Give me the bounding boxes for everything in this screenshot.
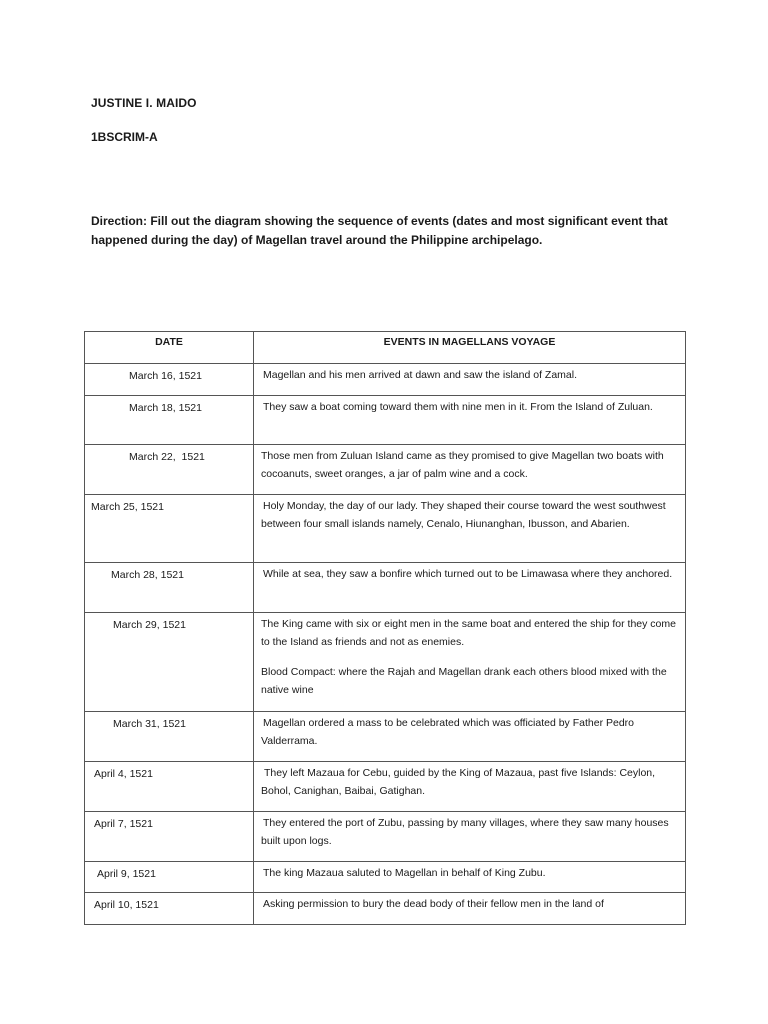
table-row — [85, 712, 686, 762]
event-text: The King came with six or eight men in the same boat and entered the ship for they come to the Island as friends and not as enemies. — [261, 618, 676, 648]
table-row — [85, 893, 686, 925]
date-cell: March 25, 1521 — [85, 495, 254, 563]
event-text: They entered the port of Zubu, passing by many villages, where they saw many houses built upon logs. — [261, 817, 669, 847]
event-text-secondary: Blood Compact: where the Rajah and Magellan drank each others blood mixed with the native wine — [261, 666, 667, 696]
event-text: Asking permission to bury the dead body of their fellow men in the land of — [263, 898, 604, 910]
event-text: They saw a boat coming toward them with nine men in it. From the Island of Zuluan. — [263, 401, 653, 413]
table-row — [85, 563, 686, 613]
date-cell: March 29, 1521 — [85, 613, 254, 712]
table-row — [85, 613, 686, 712]
event-text: Magellan ordered a mass to be celebrated which was officiated by Father Pedro Valderrama. — [261, 717, 635, 747]
event-text: While at sea, they saw a bonfire which turned out to be Limawasa where they anchored. — [263, 568, 673, 580]
direction-text: Direction: Fill out the diagram showing the sequence of events (dates and most significant event that happened during the day) of Magellan travel around the Philippine archipelago. — [91, 214, 668, 247]
date-cell: March 22, 1521 — [85, 445, 254, 495]
date-cell: April 9, 1521 — [85, 862, 254, 893]
event-cell — [254, 364, 686, 396]
date-cell: April 7, 1521 — [85, 812, 254, 862]
event-text: They left Mazaua for Cebu, guided by the King of Mazaua, past five Islands: Ceylon, Bohol, Canighan, Baibai, Gatighan. — [261, 767, 656, 797]
date-cell: April 4, 1521 — [85, 762, 254, 812]
event-cell — [254, 812, 686, 862]
event-cell — [254, 762, 686, 812]
table-row — [85, 762, 686, 812]
date-cell: March 28, 1521 — [85, 563, 254, 613]
events-column-header: EVENTS IN MAGELLANS VOYAGE — [254, 332, 686, 364]
event-cell — [254, 893, 686, 925]
date-cell: March 31, 1521 — [85, 712, 254, 762]
event-text: The king Mazaua saluted to Magellan in behalf of King Zubu. — [263, 867, 546, 879]
event-cell — [254, 495, 686, 563]
event-cell — [254, 862, 686, 893]
event-cell — [254, 712, 686, 762]
table-row — [85, 396, 686, 445]
date-cell: April 10, 1521 — [85, 893, 254, 925]
table-row — [85, 495, 686, 563]
date-column-header: DATE — [85, 332, 254, 364]
table-row — [85, 364, 686, 396]
event-text: Those men from Zuluan Island came as they promised to give Magellan two boats with cocoanuts, sweet oranges, a jar of palm wine and a cock. — [261, 450, 664, 480]
events-table — [84, 331, 686, 925]
student-section: 1BSCRIM-A — [91, 130, 158, 144]
table-row — [85, 812, 686, 862]
event-cell — [254, 445, 686, 495]
student-name: JUSTINE I. MAIDO — [91, 96, 197, 110]
event-cell — [254, 613, 686, 712]
event-cell — [254, 563, 686, 613]
table-row — [85, 445, 686, 495]
table-header-row — [85, 332, 686, 364]
event-text: Holy Monday, the day of our lady. They shaped their course toward the west southwest between four small islands namely, Cenalo, Hiunanghan, Ibusson, and Abarien. — [261, 500, 666, 530]
table-row — [85, 862, 686, 893]
date-cell: March 18, 1521 — [85, 396, 254, 445]
event-cell — [254, 396, 686, 445]
event-text: Magellan and his men arrived at dawn and saw the island of Zamal. — [263, 369, 578, 381]
date-cell: March 16, 1521 — [85, 364, 254, 396]
